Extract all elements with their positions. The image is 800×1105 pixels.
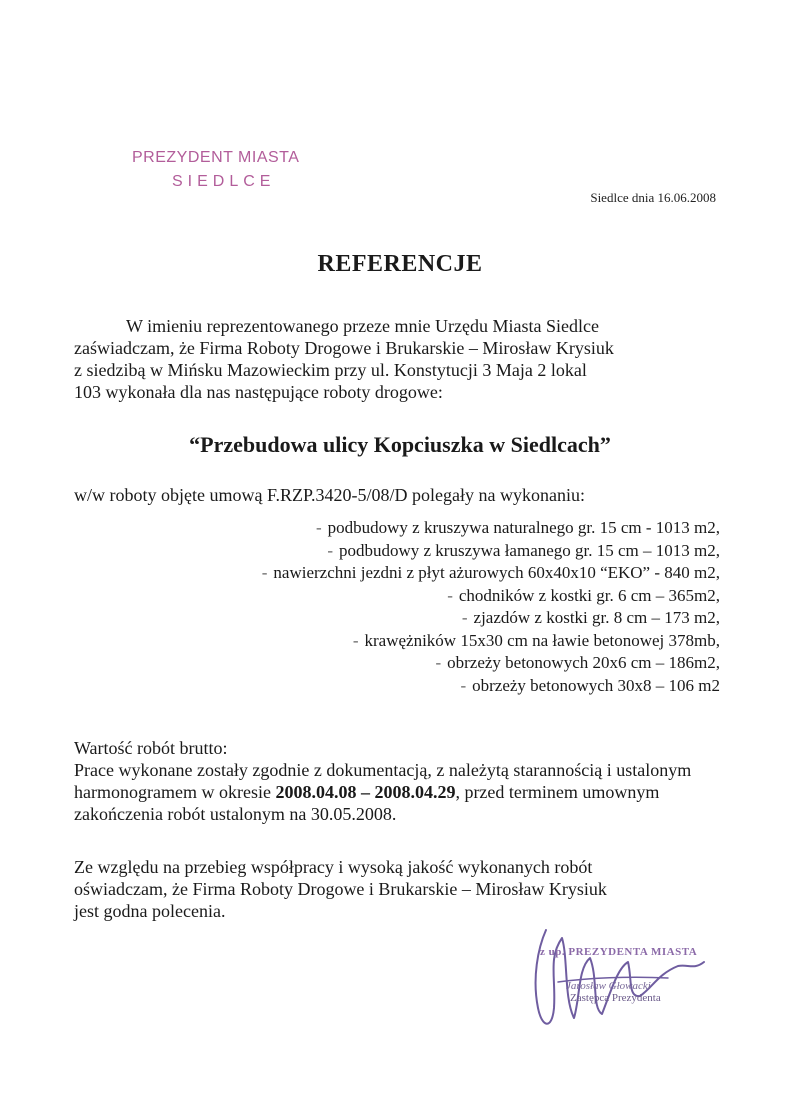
value-paragraph bbox=[74, 737, 724, 825]
value-label: Wartość robót brutto: bbox=[74, 738, 228, 758]
list-item bbox=[200, 517, 720, 540]
intro-line: z siedzibą w Mińsku Mazowieckim przy ul. Konstytucji 3 Maja 2 lokal bbox=[74, 360, 587, 380]
list-item bbox=[200, 562, 720, 585]
list-item bbox=[200, 585, 720, 608]
work-item-text: krawężników 15x30 cm na ławie betonowej 378mb, bbox=[364, 630, 720, 650]
list-item bbox=[200, 630, 720, 653]
dash-icon: - bbox=[460, 675, 467, 695]
closing-line: Ze względu na przebieg współpracy i wysoką jakość wykonanych robót bbox=[74, 857, 593, 877]
document-title: REFERENCJE bbox=[317, 251, 483, 277]
work-item-text: podbudowy z kruszywa łamanego gr. 15 cm – 1013 m2, bbox=[338, 540, 720, 560]
scope-line: w/w roboty objęte umową F.RZP.3420-5/08/D polegały na wykonaniu: bbox=[74, 485, 586, 505]
closing-paragraph bbox=[74, 856, 724, 922]
mayor-stamp bbox=[132, 146, 332, 194]
stamp-line-2: SIEDLCE bbox=[172, 173, 276, 190]
dash-icon: - bbox=[261, 563, 268, 582]
dash-icon: - bbox=[352, 630, 359, 650]
intro-paragraph bbox=[74, 315, 724, 403]
works-list bbox=[200, 517, 720, 697]
project-name: “Przebudowa ulicy Kopciuszka w Siedlcach” bbox=[189, 432, 611, 457]
closing-line: oświadczam, że Firma Roboty Drogowe i Brukarskie – Mirosław Krysiuk bbox=[74, 879, 607, 899]
signatory-name: Jarosław Głowacki bbox=[566, 980, 651, 992]
work-item-text: obrzeży betonowych 30x8 – 106 m2 bbox=[472, 675, 720, 695]
signature-stamp bbox=[540, 946, 740, 1004]
work-item-text: podbudowy z kruszywa naturalnego gr. 15 cm - 1013 m2, bbox=[327, 518, 720, 537]
work-item-text: obrzeży betonowych 20x6 cm – 186m2, bbox=[447, 653, 720, 672]
work-item-text: nawierzchni jezdni z płyt ażurowych 60x40x10 “EKO” - 840 m2, bbox=[273, 563, 720, 582]
work-period: 2008.04.08 – 2008.04.29 bbox=[275, 782, 456, 802]
list-item bbox=[200, 652, 720, 675]
dash-icon: - bbox=[461, 608, 468, 627]
intro-line: 103 wykonała dla nas następujące roboty drogowe: bbox=[74, 382, 443, 402]
dash-icon: - bbox=[327, 540, 333, 560]
list-item bbox=[200, 675, 720, 698]
closing-line: jest godna polecenia. bbox=[74, 901, 226, 921]
work-item-text: chodników z kostki gr. 6 cm – 365m2, bbox=[458, 585, 720, 605]
dash-icon: - bbox=[435, 653, 442, 672]
signatory-role: Zastępca Prezydenta bbox=[570, 992, 661, 1004]
value-text-after: , przed terminem umownym zakończenia robót ustalonym na 30.05.2008. bbox=[74, 782, 660, 824]
list-item bbox=[200, 540, 720, 563]
intro-line: W imieniu reprezentowanego przeze mnie Urzędu Miasta Siedlce bbox=[126, 316, 599, 336]
dash-icon: - bbox=[447, 585, 453, 605]
intro-line: zaświadczam, że Firma Roboty Drogowe i Brukarskie – Mirosław Krysiuk bbox=[74, 338, 614, 358]
stamp-line-1: PREZYDENT MIASTA bbox=[132, 149, 300, 166]
place-date: Siedlce dnia 16.06.2008 bbox=[590, 190, 716, 205]
value-text bbox=[74, 759, 724, 825]
signature-stamp-title: z up. PREZYDENTA MIASTA bbox=[540, 946, 698, 958]
list-item bbox=[200, 607, 720, 630]
dash-icon: - bbox=[315, 518, 322, 537]
work-item-text: zjazdów z kostki gr. 8 cm – 173 m2, bbox=[473, 608, 720, 627]
value-text-before: Prace wykonane zostały zgodnie z dokumentacją, z należytą starannością i ustalonym harmonogramem w okresie bbox=[74, 760, 692, 802]
